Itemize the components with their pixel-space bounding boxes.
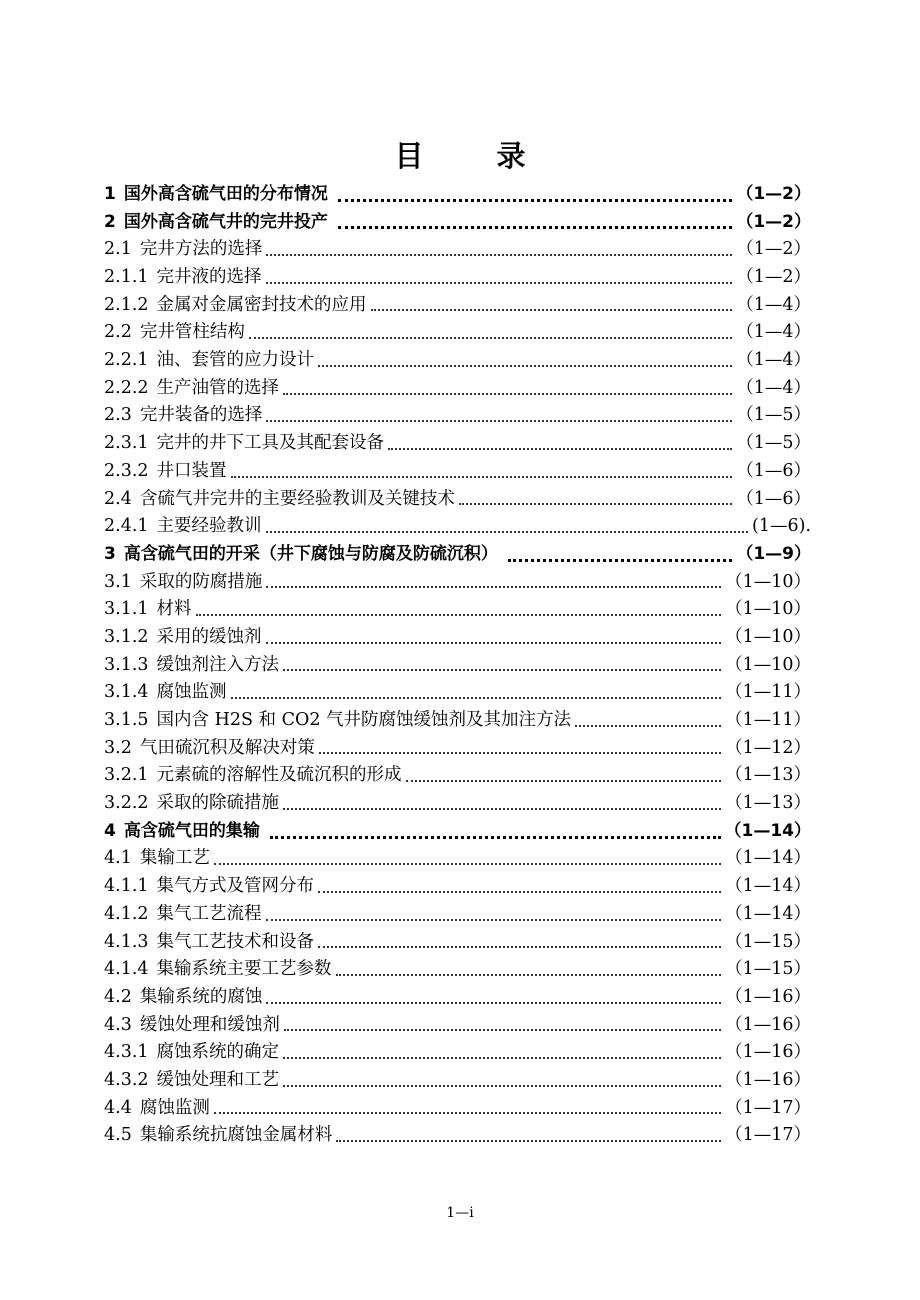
toc-leader-dots [336,1140,721,1142]
toc-leader-dots [266,531,748,533]
toc-entry-page: （1—11） [725,682,811,703]
toc-entry-page: （1—5） [736,405,811,426]
toc-entry-number: 4 [104,820,116,841]
toc-entry[interactable] [104,901,811,929]
toc-entry-number: 1 [104,183,116,204]
toc-entry-number: 3.1.1 [104,599,149,620]
toc-entry-page: （1—17） [725,1125,811,1146]
toc-entry-number: 2.4.1 [104,516,149,537]
toc-entry-title: 缓蚀处理和缓蚀剂 [139,1014,280,1035]
toc-entry[interactable] [104,403,811,431]
toc-leader-dots [214,1112,721,1114]
toc-entry-title: 完井装备的选择 [139,405,263,426]
toc-entry-page: （1—15） [725,931,811,952]
toc-entry[interactable] [104,430,811,458]
toc-entry-number: 3.2.2 [104,793,149,814]
toc-entry[interactable] [104,1039,811,1067]
toc-entry-number: 2.1 [104,239,132,260]
toc-entry-number: 3.1 [104,571,132,592]
toc-entry[interactable] [104,541,811,569]
toc-entry-number: 3.1.5 [104,710,149,731]
toc-leader-dots [284,1029,721,1031]
toc-entry-number: 4.1.4 [104,959,149,980]
toc-entry-page: （1—4） [736,350,811,371]
toc-entry-title: 腐蚀系统的确定 [156,1042,280,1063]
toc-leader-dots [270,836,721,839]
toc-entry-number: 4.1 [104,848,132,869]
toc-leader-dots [283,393,732,395]
toc-entry-page: （1—16） [725,1014,811,1035]
toc-entry-page: (1—6). [752,516,811,537]
toc-leader-dots [266,586,721,588]
toc-entry[interactable] [104,873,811,901]
toc-entry-title: 缓蚀处理和工艺 [156,1069,280,1090]
toc-entry-number: 4.2 [104,986,132,1007]
toc-leader-dots [318,891,721,893]
toc-entry-title: 金属对金属密封技术的应用 [156,294,367,315]
toc-entry[interactable] [104,292,811,320]
toc-entry-page: （1—14） [725,848,811,869]
toc-entry[interactable] [104,846,811,874]
toc-entry[interactable] [104,347,811,375]
toc-entry[interactable] [104,624,811,652]
toc-entry-page: （1—14） [725,876,811,897]
toc-leader-dots [266,1002,721,1004]
toc-entry[interactable] [104,735,811,763]
toc-entry-page: （1—10） [725,599,811,620]
toc-entry-title: 集输系统抗腐蚀金属材料 [139,1125,333,1146]
toc-entry-page: （1—2） [736,211,811,232]
toc-entry-number: 4.1.3 [104,931,149,952]
toc-leader-dots [266,420,732,422]
toc-entry-number: 4.3 [104,1014,132,1035]
toc-entry[interactable] [104,956,811,984]
toc-entry-title: 腐蚀监测 [139,1097,210,1118]
toc-entry-number: 2.3.1 [104,433,149,454]
toc-leader-dots [266,642,722,644]
toc-entry-number: 2.3.2 [104,460,149,481]
toc-entry-title: 完井管柱结构 [139,322,245,343]
toc-leader-dots [266,919,722,921]
toc-entry-page: （1—13） [725,793,811,814]
toc-entry-number: 3.2.1 [104,765,149,786]
toc-leader-dots [231,476,733,478]
toc-entry-number: 3.1.2 [104,626,149,647]
toc-leader-dots [283,808,721,810]
toc-entry-page: （1—14） [725,903,811,924]
toc-entry-title: 采取的防腐措施 [139,571,263,592]
toc-entry-title: 含硫气井完井的主要经验教训及关键技术 [139,488,455,509]
toc-entry[interactable] [104,209,811,237]
toc-entry-number: 4.1.2 [104,903,149,924]
toc-leader-dots [318,365,732,367]
toc-entry-page: （1—11） [725,710,811,731]
toc-entry-page: （1—16） [725,1042,811,1063]
toc-entry-page: （1—12） [725,737,811,758]
toc-entry-title: 井口装置 [156,460,227,481]
toc-entry-page: （1—4） [736,377,811,398]
toc-leader-dots [338,199,732,202]
toc-entry-page: （1—6） [736,488,811,509]
toc-entry-title: 完井方法的选择 [139,239,263,260]
toc-entry-number: 2.2 [104,322,132,343]
toc-leader-dots [319,752,721,754]
toc-entry-page: （1—2） [736,239,811,260]
toc-entry[interactable] [104,458,811,486]
toc-entry[interactable] [104,679,811,707]
toc-entry-title: 集输系统的腐蚀 [139,986,263,1007]
toc-entry[interactable] [104,1067,811,1095]
toc-entry-title: 集输工艺 [139,848,210,869]
toc-entry-title: 国外高含硫气田的分布情况 [123,183,328,204]
toc-leader-dots [283,1057,721,1059]
toc-entry[interactable] [104,818,811,846]
toc-entry-number: 2.1.2 [104,294,149,315]
toc-entry-title: 腐蚀监测 [156,682,227,703]
toc-entry-title: 采取的除硫措施 [156,793,280,814]
toc-entry[interactable] [104,319,811,347]
toc-leader-dots [214,863,721,865]
toc-leader-dots [283,1085,721,1087]
toc-entry-number: 3.1.3 [104,654,149,675]
page-number-footer: 1—i [446,1205,474,1221]
toc-entry-number: 4.4 [104,1097,132,1118]
toc-entry[interactable] [104,596,811,624]
toc-entry-title: 集气方式及管网分布 [156,876,315,897]
toc-leader-dots [338,226,732,229]
toc-entry-page: （1—2） [736,267,811,288]
toc-entry[interactable] [104,929,811,957]
toc-entry-title: 油、套管的应力设计 [156,350,315,371]
toc-leader-dots [231,697,722,699]
toc-entry[interactable] [104,652,811,680]
toc-entry[interactable] [104,762,811,790]
toc-leader-dots [388,448,732,450]
toc-entry-number: 4.3.2 [104,1069,149,1090]
toc-entry-number: 3 [104,543,116,564]
toc-leader-dots [196,614,722,616]
toc-leader-dots [266,282,733,284]
toc-entry-title: 集气工艺流程 [156,903,262,924]
toc-entry-number: 2.2.1 [104,350,149,371]
page-title: 目 录 [394,139,548,173]
toc-leader-dots [249,337,732,339]
toc-entry-number: 2 [104,211,116,232]
toc-entry-number: 4.3.1 [104,1042,149,1063]
toc-entry-title: 生产油管的选择 [156,377,280,398]
toc-entry-title: 国外高含硫气井的完井投产 [123,211,328,232]
toc-entry-title: 元素硫的溶解性及硫沉积的形成 [156,765,402,786]
toc-entry-page: （1—4） [736,322,811,343]
toc-entry-title: 完井液的选择 [156,267,262,288]
toc-entry-page: （1—10） [725,654,811,675]
table-of-contents [104,181,811,1150]
toc-entry[interactable] [104,984,811,1012]
toc-entry-title: 国内含 H2S 和 CO2 气井防腐蚀缓蚀剂及其加注方法 [156,710,572,731]
toc-entry-number: 3.1.4 [104,682,149,703]
toc-leader-dots [283,669,721,671]
toc-entry[interactable] [104,1122,811,1150]
toc-leader-dots [266,254,732,256]
toc-leader-dots [371,309,733,311]
toc-entry-title: 完井的井下工具及其配套设备 [156,433,385,454]
toc-entry-page: （1—9） [736,543,811,564]
toc-entry-title: 高含硫气田的开采（井下腐蚀与防腐及防硫沉积） [123,543,498,564]
toc-entry-page: （1—10） [725,571,811,592]
toc-entry-number: 2.2.2 [104,377,149,398]
toc-leader-dots [318,946,721,948]
toc-entry-title: 采用的缓蚀剂 [156,626,262,647]
toc-entry-number: 2.1.1 [104,267,149,288]
toc-entry-page: （1—16） [725,1069,811,1090]
toc-entry-page: （1—13） [725,765,811,786]
toc-entry[interactable] [104,790,811,818]
toc-leader-dots [459,503,732,505]
toc-entry[interactable] [104,375,811,403]
toc-entry-title: 材料 [156,599,192,620]
toc-entry[interactable] [104,569,811,597]
toc-entry-number: 2.4 [104,488,132,509]
toc-entry[interactable] [104,707,811,735]
toc-entry-title: 高含硫气田的集输 [123,820,260,841]
toc-entry-page: （1—4） [736,294,811,315]
toc-leader-dots [336,974,722,976]
toc-entry-number: 3.2 [104,737,132,758]
toc-entry-number: 4.5 [104,1125,132,1146]
toc-entry-number: 2.3 [104,405,132,426]
toc-entry[interactable] [104,181,811,209]
toc-entry-page: （1—5） [736,433,811,454]
toc-entry-page: （1—10） [725,626,811,647]
toc-entry-page: （1—2） [736,183,811,204]
toc-entry-page: （1—15） [725,959,811,980]
toc-entry-page: （1—16） [725,986,811,1007]
toc-entry[interactable] [104,264,811,292]
toc-entry-page: （1—6） [736,460,811,481]
toc-entry-title: 主要经验教训 [156,516,262,537]
toc-entry[interactable] [104,1012,811,1040]
toc-entry-title: 缓蚀剂注入方法 [156,654,280,675]
toc-leader-dots [406,780,722,782]
toc-entry-page: （1—14） [724,820,811,841]
toc-entry[interactable] [104,1095,811,1123]
toc-entry-page: （1—17） [725,1097,811,1118]
toc-entry-title: 气田硫沉积及解决对策 [139,737,315,758]
toc-leader-dots [575,725,721,727]
toc-entry-number: 4.1.1 [104,876,149,897]
toc-entry[interactable] [104,486,811,514]
toc-entry[interactable] [104,236,811,264]
toc-leader-dots [508,559,732,562]
toc-entry[interactable] [104,513,811,541]
toc-entry-title: 集气工艺技术和设备 [156,931,315,952]
toc-entry-title: 集输系统主要工艺参数 [156,959,332,980]
